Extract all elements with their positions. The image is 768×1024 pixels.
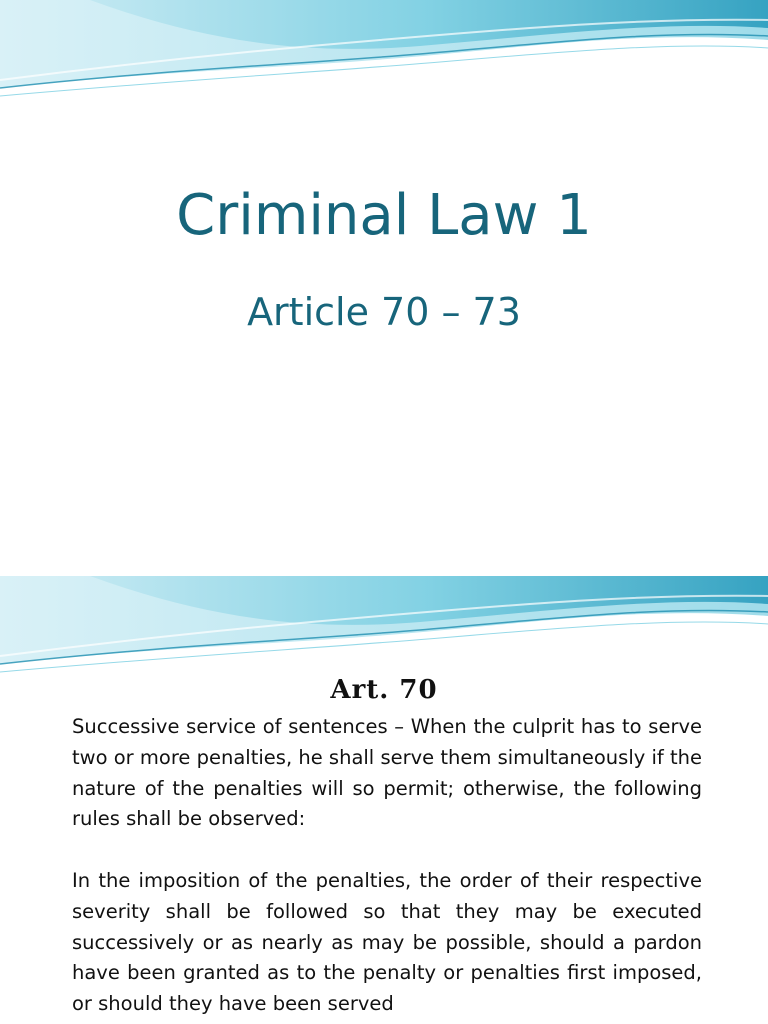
- article-paragraph: In the imposition of the penalties, the order of their respective severity shall be followed so that they may be executed successively or as nearly as may be possible, should a pardon have been granted as to the penalty or penalties first imposed, or should they have been served: [72, 868, 702, 1016]
- article-body: [72, 712, 702, 1024]
- article-heading: Art. 70: [330, 675, 438, 705]
- wave-decoration: [0, 0, 768, 110]
- slide-title: Criminal Law 1: [176, 183, 592, 248]
- article-paragraph: Successive service of sentences – When the culprit has to serve two or more penalties, he shall serve them simultaneously if the nature of the penalties will so permit; otherwise, the following rules shall be observed:: [72, 715, 702, 831]
- wave-decoration: [0, 576, 768, 686]
- slide-subtitle: Article 70 – 73: [247, 290, 521, 334]
- content-slide: [0, 576, 768, 1024]
